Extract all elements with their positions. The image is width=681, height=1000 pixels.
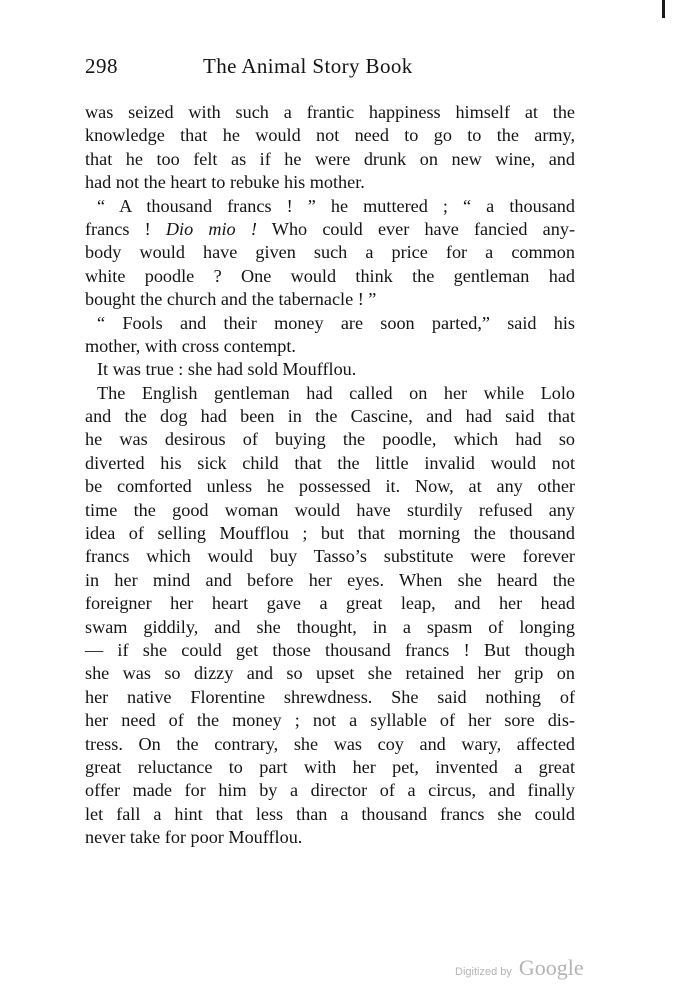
text-line: body would have given such a price for a common: [85, 242, 575, 263]
italic-phrase: Dio mio !: [165, 218, 257, 239]
text-fragment: Who could ever have fancied any-: [256, 218, 576, 239]
digitized-watermark: [455, 955, 584, 981]
text-line: and the dog had been in the Cascine, and had said that: [85, 406, 575, 427]
text-line: be comforted unless he possessed it. Now, at any other: [85, 476, 575, 497]
text-line: was seized with such a frantic happiness himself at the: [85, 102, 575, 122]
running-title: The Animal Story Book: [203, 54, 413, 78]
text-line: that he too felt as if he were drunk on new wine, and: [85, 148, 575, 169]
text-fragment: francs !: [85, 218, 166, 239]
text-line: [85, 218, 575, 241]
text-line: her native Florentine shrewdness. She said nothing of: [85, 686, 575, 707]
page-number: 298: [85, 54, 118, 78]
text-line: francs which would buy Tasso’s substitute were forever: [85, 546, 575, 567]
text-line: swam giddily, and she thought, in a spasm of longing: [85, 616, 575, 637]
text-line: had not the heart to rebuke his mother.: [85, 172, 365, 193]
text-line: “ Fools and their money are soon parted,” said his: [97, 312, 575, 333]
text-line: she was so dizzy and so upset she retained her grip on: [85, 663, 575, 684]
text-line: diverted his sick child that the little invalid would not: [85, 452, 575, 473]
text-line: bought the church and the tabernacle ! ”: [85, 289, 377, 310]
text-line: white poodle ? One would think the gentleman had: [85, 265, 575, 286]
text-line: It was true : she had sold Moufflou.: [97, 359, 357, 380]
text-line: “ A thousand francs ! ” he muttered ; “ a thousand: [97, 195, 575, 216]
text-line: great reluctance to part with her pet, invented a great: [85, 756, 575, 777]
watermark-logo: Google: [518, 955, 584, 980]
text-line: knowledge that he would not need to go to the army,: [85, 125, 575, 146]
watermark-prefix: Digitized by: [455, 966, 512, 978]
text-line: tress. On the contrary, she was coy and wary, affected: [85, 733, 575, 754]
page-header: [85, 54, 575, 86]
text-line: in her mind and before her eyes. When she heard the: [85, 569, 575, 590]
text-line: The English gentleman had called on her while Lolo: [97, 382, 575, 403]
text-line: mother, with cross contempt.: [85, 335, 296, 356]
text-line: offer made for him by a director of a circus, and finally: [85, 780, 575, 801]
page-edge-mark: [662, 0, 665, 18]
text-line: never take for poor Moufflou.: [85, 827, 303, 848]
text-line: — if she could get those thousand francs ! But though: [85, 639, 575, 660]
text-line: her need of the money ; not a syllable of her sore dis-: [85, 710, 575, 731]
text-line: foreigner her heart gave a great leap, and her head: [85, 593, 575, 614]
text-line: let fall a hint that less than a thousand francs she could: [85, 803, 575, 824]
text-line: time the good woman would have sturdily refused any: [85, 499, 575, 520]
text-line: he was desirous of buying the poodle, which had so: [85, 429, 575, 450]
body-text: [85, 101, 575, 850]
text-line: idea of selling Moufflou ; but that morning the thousand: [85, 523, 575, 544]
